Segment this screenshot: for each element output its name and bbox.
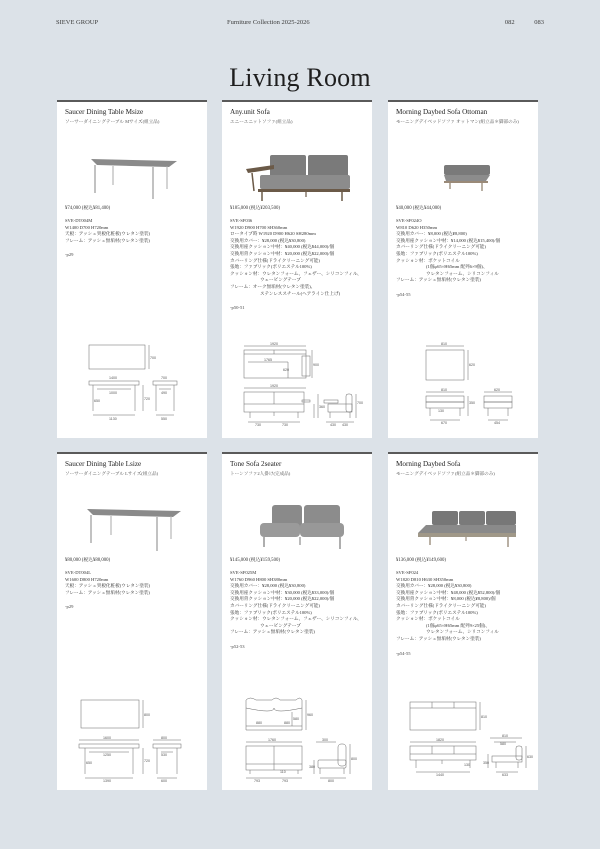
product-jp-name: ソーサーダイニングテーブル Lサイズ(組立品)	[65, 471, 159, 476]
svg-text:1820: 1820	[436, 738, 444, 742]
svg-text:360: 360	[319, 405, 325, 409]
product-card	[388, 100, 538, 438]
spec-line: 交換用背クッション中材：¥8,000 (税込¥8,800)/個	[396, 596, 496, 602]
svg-text:454: 454	[494, 421, 500, 425]
dimensions: W810 D620 H350mm	[396, 224, 438, 230]
svg-text:620: 620	[494, 388, 500, 392]
svg-text:730: 730	[282, 423, 288, 427]
collection-title: Furniture Collection 2025-2026	[227, 19, 310, 26]
svg-text:1440: 1440	[436, 773, 444, 777]
product-name: Morning Daybed Sofa	[396, 460, 461, 468]
spec-line: 張地：ファブリック(ポリエステル100%)	[230, 609, 312, 615]
spec-line: 張地：ファブリック(ポリエステル100%)	[230, 264, 312, 270]
dimensions: W1400 D700 H720mm	[65, 224, 109, 230]
product-card	[222, 452, 372, 790]
product-specs	[65, 218, 199, 244]
page-header	[56, 19, 544, 33]
svg-text:620: 620	[283, 368, 289, 372]
product-specs	[396, 570, 530, 643]
spec-line: 天板：アッシュ突板化粧板(ウレタン塗装)	[65, 583, 151, 589]
product-name: Any.unit Sofa	[230, 108, 270, 116]
product-photo	[396, 481, 530, 556]
product-photo	[65, 129, 199, 204]
product-photo	[230, 129, 364, 204]
svg-text:550: 550	[161, 417, 167, 421]
brand-name: SIEVE GROUP	[56, 19, 99, 26]
svg-text:1920: 1920	[270, 342, 278, 346]
spec-line: ウェービングテープ	[260, 622, 301, 628]
model-number: SVE-SF024	[396, 570, 419, 575]
spec-line: フレーム：アッシュ無垢材(ウレタン塗装)	[396, 635, 481, 641]
product-price: ¥185,000 (税込¥203,500)	[230, 206, 280, 211]
spec-line: ウレタンフォーム、シリコンフィル	[426, 629, 499, 635]
svg-text:130: 130	[438, 409, 444, 413]
svg-text:600: 600	[161, 779, 167, 783]
product-photo	[230, 481, 364, 556]
svg-text:1400: 1400	[109, 376, 117, 380]
spec-line: 交換用カバー：¥28,000 (税込¥30,800)	[230, 583, 306, 589]
dimensions: W1820 D810 H630 SH350mm	[396, 576, 454, 582]
spec-line: (1個φ65×H65mm 配列6×9個)、	[426, 264, 488, 270]
spec-line: 交換用座クッション中材：¥30,000 (税込¥33,000)/個	[230, 589, 335, 595]
spec-line: 交換用背クッション中材：¥20,000 (税込¥22,000)/個	[230, 250, 335, 256]
spec-line: 交換用カバー：¥28,000 (税込¥30,800)	[230, 237, 306, 243]
product-photo	[396, 129, 530, 204]
page-reference: -p52-53	[230, 643, 245, 649]
spec-line: カバーリング仕様(ドライクリーニング可能)	[396, 244, 486, 250]
page-number-left: 082	[504, 19, 515, 26]
daybed-sofa-image	[396, 481, 530, 556]
spec-line: クッション材：ポケットコイル	[396, 616, 460, 622]
svg-text:300: 300	[322, 738, 328, 742]
svg-text:580: 580	[500, 742, 506, 746]
technical-drawing	[57, 686, 207, 796]
svg-text:1765: 1765	[264, 358, 272, 362]
svg-text:700: 700	[161, 376, 167, 380]
dimensions: W1920 D900 H700 SH360mm	[230, 224, 288, 230]
product-specs	[65, 570, 199, 596]
product-specs	[230, 218, 364, 297]
product-card	[57, 452, 207, 790]
spec-line: クッション材：ウレタンフォーム、フェザー、シリコンフィル、	[230, 270, 362, 276]
svg-text:130: 130	[464, 763, 470, 767]
product-price: ¥40,000 (税込¥44,000)	[396, 206, 442, 211]
dining-table-image	[65, 129, 199, 204]
svg-text:793: 793	[282, 779, 288, 783]
svg-text:810: 810	[441, 388, 447, 392]
spec-line: 交換用背クッション中材：¥20,000 (税込¥22,000)/個	[230, 596, 335, 602]
spec-line: フレーム：アッシュ無垢材(ウレタン塗装)	[230, 629, 315, 635]
product-jp-name: モーニングデイベッドソファ オットマン(組立品＊脚部のみ)	[396, 119, 519, 124]
model-number: SVE-SF024O	[396, 218, 422, 223]
svg-text:630: 630	[527, 755, 533, 759]
product-photo	[65, 481, 199, 556]
spec-line: カバーリング仕様(ドライクリーニング可能)	[230, 602, 320, 608]
product-name: Morning Daybed Sofa Ottoman	[396, 108, 488, 116]
model-number: SVE-SF036	[230, 218, 253, 223]
svg-text:800: 800	[161, 736, 167, 740]
spec-line: 張地：ファブリック(ポリエステル100%)	[396, 250, 478, 256]
svg-text:793: 793	[254, 779, 260, 783]
spec-line: 交換用カバー：¥28,000 (税込¥30,800)	[396, 583, 472, 589]
svg-text:810: 810	[502, 734, 508, 738]
spec-line: フレーム：オーク無垢材(ウレタン塗装)、	[230, 283, 316, 289]
technical-drawing	[222, 686, 372, 796]
product-name: Tone Sofa 2seater	[230, 460, 282, 468]
dimensions: W1600 D800 H720mm	[65, 576, 109, 582]
spec-line: クッション材：ウレタンフォーム、フェザー、シリコンフィル、	[230, 616, 362, 622]
svg-text:1760: 1760	[268, 738, 276, 742]
product-specs	[396, 218, 530, 284]
dining-table-image	[65, 481, 199, 556]
svg-text:350: 350	[469, 401, 475, 405]
spec-line: (1個φ65×H65mm 配列9×25個)、	[426, 622, 490, 628]
svg-text:880: 880	[256, 721, 262, 725]
svg-text:800: 800	[328, 779, 334, 783]
svg-text:810: 810	[481, 715, 487, 719]
technical-drawing	[388, 686, 538, 796]
spec-line: クッション材：ポケットコイル	[396, 257, 460, 263]
svg-text:800: 800	[351, 757, 357, 761]
svg-text:530: 530	[161, 753, 167, 757]
svg-text:430: 430	[330, 423, 336, 427]
spec-line: カバーリング仕様(ドライクリーニング可能)	[396, 602, 486, 608]
spec-line: フレーム：アッシュ無垢材(ウレタン塗装)	[65, 237, 150, 243]
svg-text:1920: 1920	[270, 384, 278, 388]
page-number-right: 083	[534, 19, 544, 26]
svg-text:880: 880	[284, 721, 290, 725]
model-number: SVE-SF025M	[230, 570, 257, 575]
spec-line: 張地：ファブリック(ポリエステル100%)	[396, 609, 478, 615]
page-reference: -p54-55	[396, 650, 411, 656]
product-price: ¥80,000 (税込¥88,000)	[65, 558, 111, 563]
sofa-image	[230, 129, 364, 204]
dimensions: W1760 D960 H800 SH380mm	[230, 576, 288, 582]
svg-text:700: 700	[150, 356, 156, 360]
page-reference: -p29	[65, 252, 74, 258]
spec-line: ウレタンフォーム、シリコンフィル	[426, 270, 499, 276]
product-jp-name: エニーユニットソファ(組立品)	[230, 119, 293, 124]
svg-text:960: 960	[307, 713, 313, 717]
product-price: ¥74,000 (税込¥81,400)	[65, 206, 111, 211]
sofa-image	[230, 481, 364, 556]
svg-text:810: 810	[441, 342, 447, 346]
svg-text:730: 730	[255, 423, 261, 427]
spec-line: 交換用座クッション中材：¥14,000 (税込¥15,400)/個	[396, 237, 501, 243]
page-numbers	[487, 19, 544, 26]
svg-text:633: 633	[502, 773, 508, 777]
product-specs	[230, 570, 364, 636]
product-jp-name: トーンソファ2人掛け(完成品)	[230, 471, 291, 476]
page-reference: -p54-55	[396, 291, 411, 297]
svg-text:620: 620	[469, 363, 475, 367]
svg-text:350: 350	[483, 761, 489, 765]
spec-line: ロータイプ時 W1920 D900 H620 SH280mm	[230, 231, 316, 237]
spec-line: 交換用座クッション中材：¥40,000 (税込¥44,000)/個	[230, 244, 335, 250]
svg-text:650: 650	[94, 399, 100, 403]
product-jp-name: モーニングデイベッドソファ(組立品＊脚部のみ)	[396, 471, 495, 476]
svg-text:110: 110	[280, 770, 286, 774]
page-reference: -p29	[65, 604, 74, 610]
svg-text:900: 900	[313, 363, 319, 367]
page-reference: -p50-51	[230, 305, 245, 311]
svg-text:380: 380	[309, 765, 315, 769]
technical-drawing	[57, 327, 207, 437]
spec-line: ステンレススチール(ヘアライン仕上げ)	[260, 290, 341, 296]
page-title: Living Room	[229, 63, 371, 92]
technical-drawing	[222, 332, 372, 442]
product-name: Saucer Dining Table Msize	[65, 108, 144, 116]
svg-text:1600: 1600	[103, 736, 111, 740]
product-price: ¥145,000 (税込¥159,500)	[230, 558, 280, 563]
svg-text:1250: 1250	[103, 753, 111, 757]
svg-text:670: 670	[441, 421, 447, 425]
svg-text:720: 720	[144, 759, 150, 763]
product-name: Saucer Dining Table Lsize	[65, 460, 142, 468]
svg-text:800: 800	[144, 713, 150, 717]
svg-text:1000: 1000	[109, 391, 117, 395]
model-number: SVE-DT004L	[65, 570, 92, 575]
svg-text:1390: 1390	[103, 779, 111, 783]
svg-text:580: 580	[293, 717, 299, 721]
svg-text:430: 430	[342, 423, 348, 427]
spec-line: 天板：アッシュ突板化粧板(ウレタン塗装)	[65, 231, 151, 237]
spec-line: 交換用座クッション中材：¥48,000 (税込¥52,800)/個	[396, 589, 501, 595]
svg-text:720: 720	[144, 397, 150, 401]
model-number: SVE-DT004M	[65, 218, 93, 223]
svg-text:1130: 1130	[109, 417, 117, 421]
spec-line: フレーム：アッシュ無垢材(ウレタン塗装)	[65, 589, 150, 595]
spec-line: 交換用カバー：¥8,000 (税込¥8,800)	[396, 231, 467, 237]
product-card	[57, 100, 207, 438]
spec-line: カバーリング仕様(ドライクリーニング可能)	[230, 257, 320, 263]
svg-text:490: 490	[161, 391, 167, 395]
ottoman-image	[396, 129, 530, 204]
spec-line: フレーム：アッシュ無垢材(ウレタン塗装)	[396, 277, 481, 283]
product-price: ¥136,000 (税込¥149,600)	[396, 558, 446, 563]
spec-line: ウェービングテープ	[260, 277, 301, 283]
product-card	[222, 100, 372, 438]
technical-drawing	[388, 332, 538, 442]
product-card	[388, 452, 538, 790]
product-jp-name: ソーサーダイニングテーブル Mサイズ(組立品)	[65, 119, 160, 124]
svg-text:700: 700	[357, 401, 363, 405]
svg-text:650: 650	[86, 761, 92, 765]
